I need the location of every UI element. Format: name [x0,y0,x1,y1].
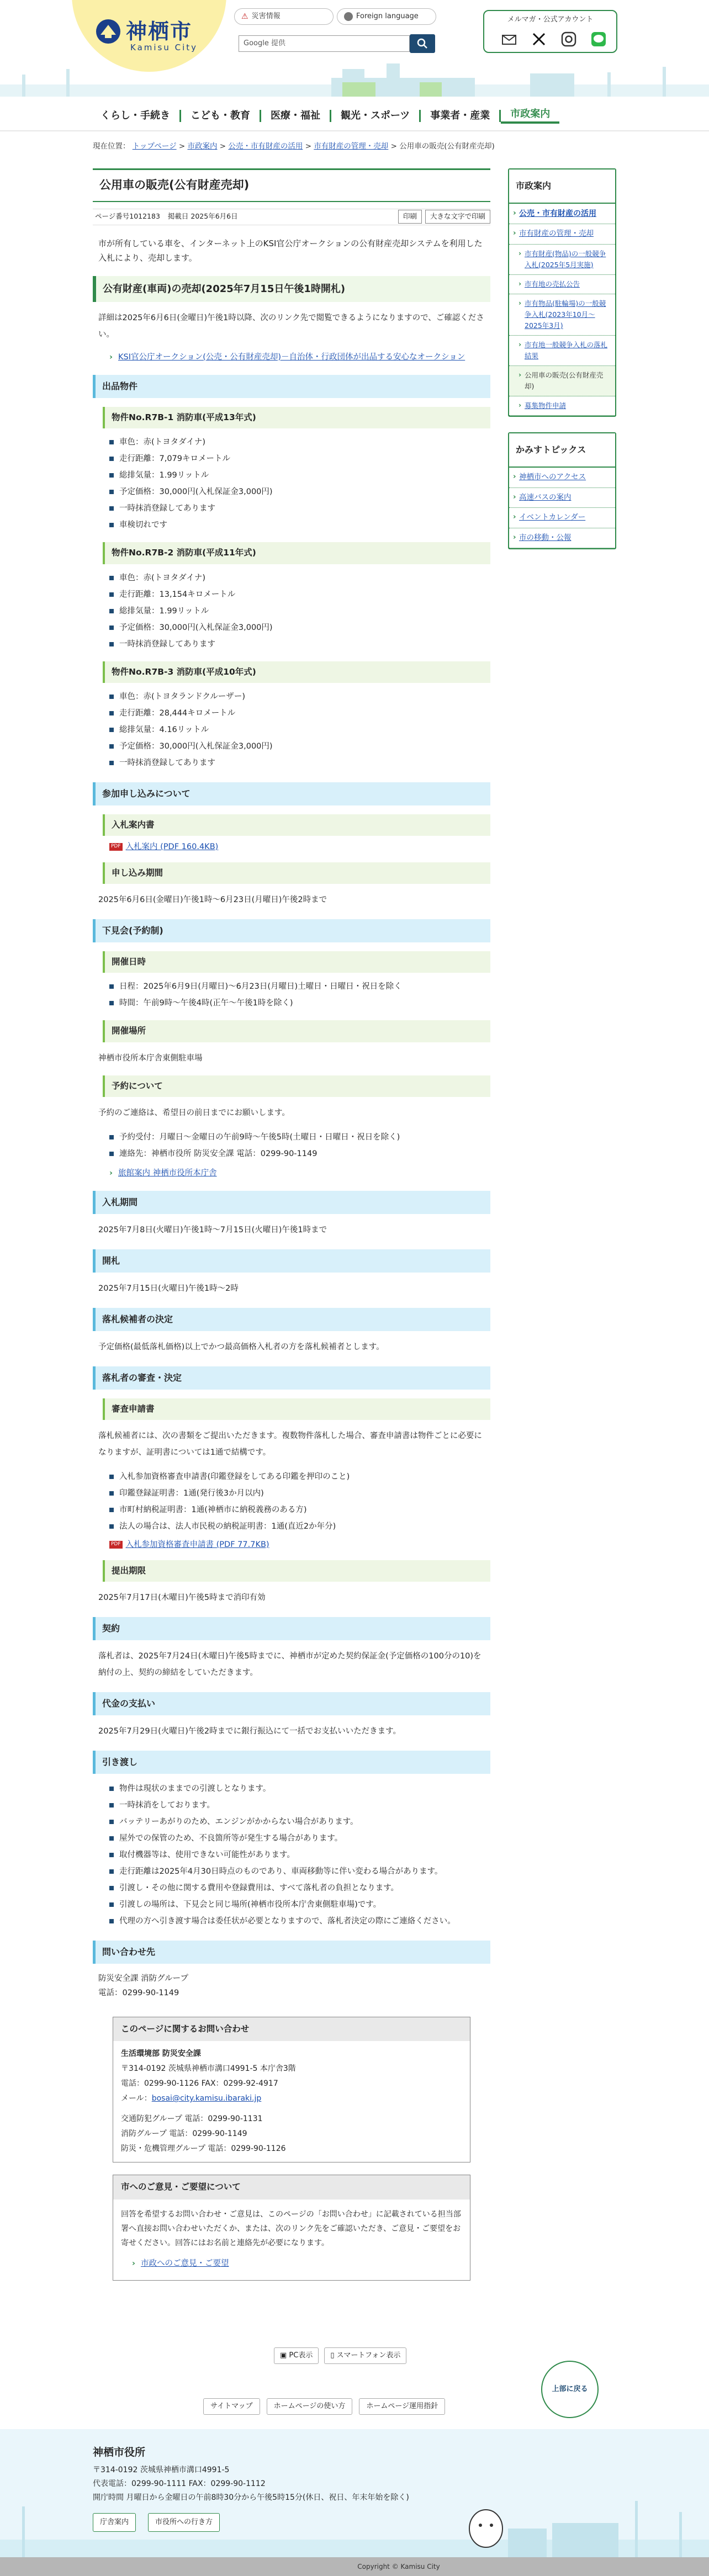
sidebar-link[interactable]: 高速バスの案内 [519,492,572,502]
review-pdf-link[interactable]: 入札参加資格審査申請書 (PDF 77.7KB) [125,1540,269,1549]
sidebar-item-current: › 公用車の販売(公有財産売却) [509,366,615,396]
item1-specs [109,434,490,533]
sidebar-link[interactable]: イベントカレンダー [519,513,586,522]
winner-text: 予定価格(最低落札価格)以上でかつ最高価格入札者の方を落札候補者とします。 [98,1342,384,1351]
intro-text: 市が所有している車を、インターネット上のKSI官公庁オークションの公有財産売却システムを利用した入札により、売却します。 [98,238,483,263]
list-item: 車色：赤(トヨタダイナ) [109,434,490,450]
pdf-icon: PDF [109,1541,123,1549]
sidebar-item-public-sale[interactable] [509,204,615,224]
apply-period-heading: 申し込み期間 [103,862,490,884]
breadcrumb-link-sale[interactable]: 公売・市有財産の活用 [228,142,303,151]
sidebar-link[interactable]: 市有物品(駐輪場)の一般競争入札(2023年10月～2025年3月) [525,299,606,330]
opinion-heading: 市へのご意見・ご要望について [113,2175,470,2199]
inquiry-dept: 防災安全課 消防グループ [98,1974,188,1983]
contact-tel: 電話：0299-90-1126 FAX：0299-92-4917 [121,2079,278,2089]
notice-pdf-item [109,841,490,854]
search-input[interactable] [239,35,410,52]
site-header [0,0,709,97]
sale-text: 詳細は2025年6月6日(金曜日)午後1時以降、次のリンク先で閲覧できるようになりますので、ご確認ください。 [98,314,484,339]
copyright: Copyright © Kamisu City [88,2557,709,2576]
payment-heading: 代金の支払い [93,1692,490,1715]
gnav-item-tourism[interactable]: 観光・スポーツ [331,110,421,122]
disaster-info-label: 災害情報 [251,12,281,21]
city-emblem-icon [95,18,121,45]
route-link[interactable]: 旅館案内 神栖市役所本庁舎 [118,1168,217,1178]
list-item: 予約受付：月曜日～金曜日の午前9時～午後5時(土曜日・日曜日・祝日を除く) [109,1129,490,1146]
review-heading: 落札者の審査・決定 [93,1366,490,1390]
list-item: 印鑑登録証明書：1通(発行後3か月以内) [109,1485,490,1502]
opinion-link[interactable]: 市政へのご意見・ご要望 [141,2259,229,2268]
foreign-language-button[interactable] [337,8,436,25]
contact-heading: このページに関するお問い合わせ [113,2017,470,2041]
smartphone-icon: ▯ [330,2351,337,2360]
sidebar-topics-title: かみすトピックス [509,433,615,468]
reserve-heading: 予約について [103,1075,490,1097]
sidebar-item-goods-bid[interactable] [509,245,615,275]
sidebar-item-bicycle-bid[interactable] [509,294,615,336]
pc-view-label: PC表示 [289,2351,313,2360]
bid-period-heading: 入札期間 [93,1191,490,1214]
skyline-illustration [0,58,709,97]
updated-date: 掲載日 2025年6月6日 [167,212,238,221]
sidebar-link[interactable]: 募集物件申請 [525,401,567,410]
ksi-auction-link[interactable]: KSI官公庁オークション(公売・公有財産売却)－自治体・行政団体が出品する安心なオークション [118,353,465,362]
date-heading: 開催日時 [103,951,490,973]
display-switch [274,2347,406,2364]
list-item: 予定価格：30,000円(入札保証金3,000円) [109,738,490,755]
back-to-top-button[interactable]: 上部に戻る [541,2361,599,2418]
review-text: 落札候補者には、次の書類をご提出いただきます。複数物件落札した場合、審査申請書は物件ごとに必要になりますが、証明書については1通で結構です。 [98,1432,482,1457]
list-item: 走行距離：28,444キロメートル [109,705,490,722]
list-item: 一時抹消登録してあります [109,500,490,517]
main-content [93,168,490,2281]
pdf-icon: PDF [109,843,123,851]
list-item: 一時抹消をしております。 [109,1797,490,1814]
list-item: 車検切れです [109,517,490,533]
sidebar-item-management[interactable] [509,224,615,245]
route-link-item [109,1167,485,1180]
open-heading: 開札 [93,1249,490,1273]
sidebar-item-bid-results[interactable] [509,336,615,366]
howto-link[interactable]: ホームページの使い方 [267,2398,353,2415]
list-item: 走行距離：7,079キロメートル [109,450,490,467]
gnav-item-business[interactable]: 事業者・産業 [421,110,501,122]
reserve-text: 予約のご連絡は、希望日の前日までにお願いします。 [98,1108,290,1117]
footer-links [203,2398,445,2415]
sidebar-item-land-sale[interactable] [509,275,615,294]
office-guide-button[interactable]: 庁舎案内 [93,2513,136,2532]
list-item: 連絡先：神栖市役所 防災安全課 電話：0299-90-1149 [109,1146,490,1162]
breadcrumb-current: 公用車の販売(公有財産売却) [399,142,495,151]
list-item: 車色：赤(トヨタダイナ) [109,570,490,586]
sidebar-item-access[interactable] [509,468,615,488]
search-icon [417,38,428,49]
sidebar-link[interactable]: 市有財産(物品)の一般競争入札(2025年5月実施) [525,249,606,269]
sns-title: メルマガ・公式アカウント [507,15,594,24]
ksi-link-item [109,351,485,364]
search-placeholder: Google 提供 [244,39,285,48]
sidebar-link[interactable]: 市有地の売払公告 [525,279,580,288]
pc-icon: ▣ [280,2351,289,2360]
smartphone-view-label: スマートフォン表示 [336,2351,401,2360]
item2-heading: 物件No.R7B-2 消防車(平成11年式) [103,542,490,564]
disaster-info-button[interactable] [234,8,334,25]
item1-heading: 物件No.R7B-1 消防車(平成13年式) [103,407,490,428]
directions-button[interactable]: 市役所への行き方 [148,2513,220,2532]
contact-extra: 交通防犯グループ 電話：0299-90-1131 [121,2114,263,2124]
open-text: 2025年7月15日(火曜日)午後1時～2時 [98,1284,239,1293]
gnav-item-children[interactable]: こども・教育 [181,110,261,122]
policy-link[interactable]: ホームページ運用指針 [359,2398,445,2415]
opinion-box [113,2175,470,2280]
print-button[interactable]: 印刷 [398,210,422,224]
exhibit-heading: 出品物件 [93,375,490,398]
opinion-text: 回答を希望するお問い合わせ・ご意見は、このページの「お問い合わせ」に記載されている担当部署へ直接お問い合わせいただくか、または、次のリンク先をご確認いただき、ご意見・ご要望をお寄せください。回答にはお名前と連絡先が必要になります。 [121,2209,461,2248]
list-item: 総排気量：1.99リットル [109,467,490,484]
place-heading: 開催場所 [103,1020,490,1042]
list-item: 一時抹消登録してあります [109,636,490,653]
logo-subtitle: Kamisu City [130,43,198,52]
apply-period-text: 2025年6月6日(金曜日)午後1時～6月23日(月曜日)午後2時まで [98,895,327,904]
page-title: 公用車の販売(公有財産売却) [93,168,490,202]
list-item: 代理の方へ引き渡す場合は委任状が必要となりますので、落札者決定の際にご連絡ください。 [109,1913,490,1930]
sale-heading: 公有財産(車両)の売却(2025年7月15日午後1時開札) [93,276,490,302]
reserve-list [109,1129,490,1162]
inquiry-info [98,1971,485,2000]
list-item: 市町村納税証明書：1通(神栖市に納税義務のある方) [109,1502,490,1518]
item2-specs [109,570,490,653]
sitemap-link[interactable]: サイトマップ [203,2398,260,2415]
list-item: 法人の場合は、法人市民税の納税証明書：1通(直近2か年分) [109,1518,490,1535]
footer-hours: 開庁時間 月曜日から金曜日の午前8時30分から午後5時15分(休日、祝日、年末年始を除く) [93,2493,409,2502]
list-item: 時間：午前9時～午後4時(正午～午後1時を除く) [109,995,490,1011]
copyright-left [0,2557,88,2576]
list-item: 取付機器等は、使用できない可能性があります。 [109,1847,490,1863]
list-item: 屋外での保管のため、不良箇所等が発生する場合があります。 [109,1830,490,1847]
list-item: 総排気量：1.99リットル [109,603,490,619]
page-meta [93,209,490,225]
list-item: 引渡し・その他に関する費用や登録費用は、すべて落札者の負担となります。 [109,1880,490,1896]
sidebar-link[interactable]: 公売・市有財産の活用 [519,209,596,218]
review-list [109,1469,490,1535]
sidebar-topics-box [508,432,616,549]
contact-dept: 生活環境部 防災安全課 [121,2049,201,2059]
list-item: 一時抹消登録してあります [109,755,490,771]
place-text: 神栖市役所本庁舎東側駐車場 [98,1053,203,1063]
review-doc-heading: 審査申請書 [103,1398,490,1420]
winner-heading: 落札候補者の決定 [93,1308,490,1331]
sidebar-link[interactable]: 市有財産の管理・売却 [519,229,594,238]
sns-panel [483,10,617,53]
list-item: 走行距離は2025年4月30日時点のものであり、車両移動等に伴い変わる場合があります。 [109,1863,490,1880]
notice-pdf-link[interactable]: 入札案内 (PDF 160.4KB) [125,842,219,851]
smartphone-view-button[interactable] [324,2347,406,2364]
list-item: 総排気量：4.16リットル [109,722,490,738]
inquiry-heading: 問い合わせ先 [93,1941,490,1964]
search-button[interactable] [410,34,435,53]
item3-heading: 物件No.R7B-3 消防車(平成10年式) [103,661,490,683]
list-item: 走行距離：13,154キロメートル [109,586,490,603]
foreign-language-label: Foreign language [356,12,419,21]
bid-period-text: 2025年7月8日(火曜日)午後1時～7月15日(火曜日)午後1時まで [98,1225,327,1234]
sidebar-item-news[interactable] [509,528,615,549]
globe-icon [344,12,353,21]
deadline-text: 2025年7月17日(木曜日)午後5時まで消印有効 [98,1593,266,1602]
global-nav [91,106,605,126]
warning-icon: ⚠ [241,12,248,21]
list-item: 予定価格：30,000円(入札保証金3,000円) [109,619,490,636]
breadcrumb-link-management[interactable]: 市有財産の管理・売却 [314,142,389,151]
pc-view-button[interactable] [274,2347,319,2364]
review-pdf-item [109,1539,490,1551]
footer-title: 神栖市役所 [93,2446,146,2458]
list-item: 引渡しの場所は、下見会と同じ場所(神栖市役所本庁舎東側駐車場)です。 [109,1896,490,1913]
sidebar-link[interactable]: 市の移動・公報 [519,533,572,542]
contract-heading: 契約 [93,1617,490,1640]
gnav-item-medical[interactable]: 医療・福祉 [261,110,331,122]
nav-divider [0,130,709,131]
mascot-icon [469,2510,502,2547]
site-footer [0,2429,709,2576]
logo-text: 神栖市 [126,19,193,44]
sidebar-admin-title: 市政案内 [509,169,615,204]
sidebar-item-bus[interactable] [509,488,615,508]
breadcrumb-link-admin[interactable]: 市政案内 [187,142,218,151]
gnav-item-city-admin[interactable]: 市政案内 [501,108,559,124]
payment-text: 2025年7月29日(火曜日)午後2時までに銀行振込にて一括でお支払いいただきます。 [98,1727,401,1736]
line-icon[interactable] [589,30,608,49]
preview-heading: 下見会(予約制) [93,919,490,942]
date-list [109,978,490,1011]
mail-magazine-icon[interactable] [500,30,518,49]
sidebar-link[interactable]: 神栖市へのアクセス [519,472,586,481]
contact-mail-label: メール： [121,2094,152,2103]
footer-address: 〒314-0192 茨城県神栖市溝口4991-5 [93,2466,230,2474]
page-id: ページ番号1012183 [95,212,160,221]
breadcrumb-link-top[interactable]: トップページ [132,142,177,151]
print-large-button[interactable]: 大きな文字で印刷 [425,210,490,224]
deadline-heading: 提出期限 [103,1560,490,1582]
opinion-link-item [132,2257,462,2270]
instagram-icon[interactable] [559,30,578,49]
inquiry-tel: 電話：0299-90-1149 [98,1989,179,1997]
footer-tel: 代表電話：0299-90-1111 FAX：0299-90-1112 [93,2479,266,2488]
list-item: 予定価格：30,000円(入札保証金3,000円) [109,484,490,500]
contact-address: 〒314-0192 茨城県神栖市溝口4991-5 本庁舎3階 [121,2064,296,2074]
delivery-list [109,1780,490,1930]
sidebar-admin-box [508,168,616,417]
sidebar-item-recruit[interactable] [509,396,615,416]
apply-heading: 参加申し込みについて [93,782,490,805]
contract-text: 落札者は、2025年7月24日(木曜日)午後5時までに、神栖市が定めた契約保証金(予定価格の100分の10)を納付の上、契約の締結をしていただきます。 [98,1652,482,1677]
sidebar-item-events[interactable] [509,508,615,528]
contact-extra: 防災・危機管理グループ 電話：0299-90-1126 [121,2144,286,2154]
list-item: バッテリーあがりのため、エンジンがかからない場合があります。 [109,1814,490,1830]
list-item: 入札参加資格審査申請書(印鑑登録をしてある印鑑を押印のこと) [109,1469,490,1485]
list-item: 日程：2025年6月9日(月曜日)～6月23日(月曜日)土曜日・日曜日・祝日を除く [109,978,490,995]
contact-box [113,2017,470,2162]
contact-extra: 消防グループ 電話：0299-90-1149 [121,2129,247,2139]
breadcrumb-prefix: 現在位置： [93,142,130,151]
sidebar-link[interactable]: 市有地一般競争入札の落札結果 [525,340,608,360]
contact-mail-link[interactable]: bosai@city.kamisu.ibaraki.jp [151,2094,262,2103]
delivery-heading: 引き渡し [93,1751,490,1774]
contact-mail-row [121,2091,462,2106]
notice-heading: 入札案内書 [103,814,490,836]
list-item: 車色：赤(トヨタランドクルーザー) [109,688,490,705]
sidebar [508,168,616,565]
list-item: 物件は現状のままでの引渡しとなります。 [109,1780,490,1797]
footer-illustration [0,2495,709,2557]
item3-specs [109,688,490,771]
breadcrumb: 現在位置： トップページ > 市政案内 > 公売・市有財産の活用 > 市有財産の管理・売却 > 公用車の販売(公有財産売却) [93,142,495,151]
x-icon[interactable] [530,30,548,49]
gnav-item-life[interactable]: くらし・手続き [91,110,181,122]
